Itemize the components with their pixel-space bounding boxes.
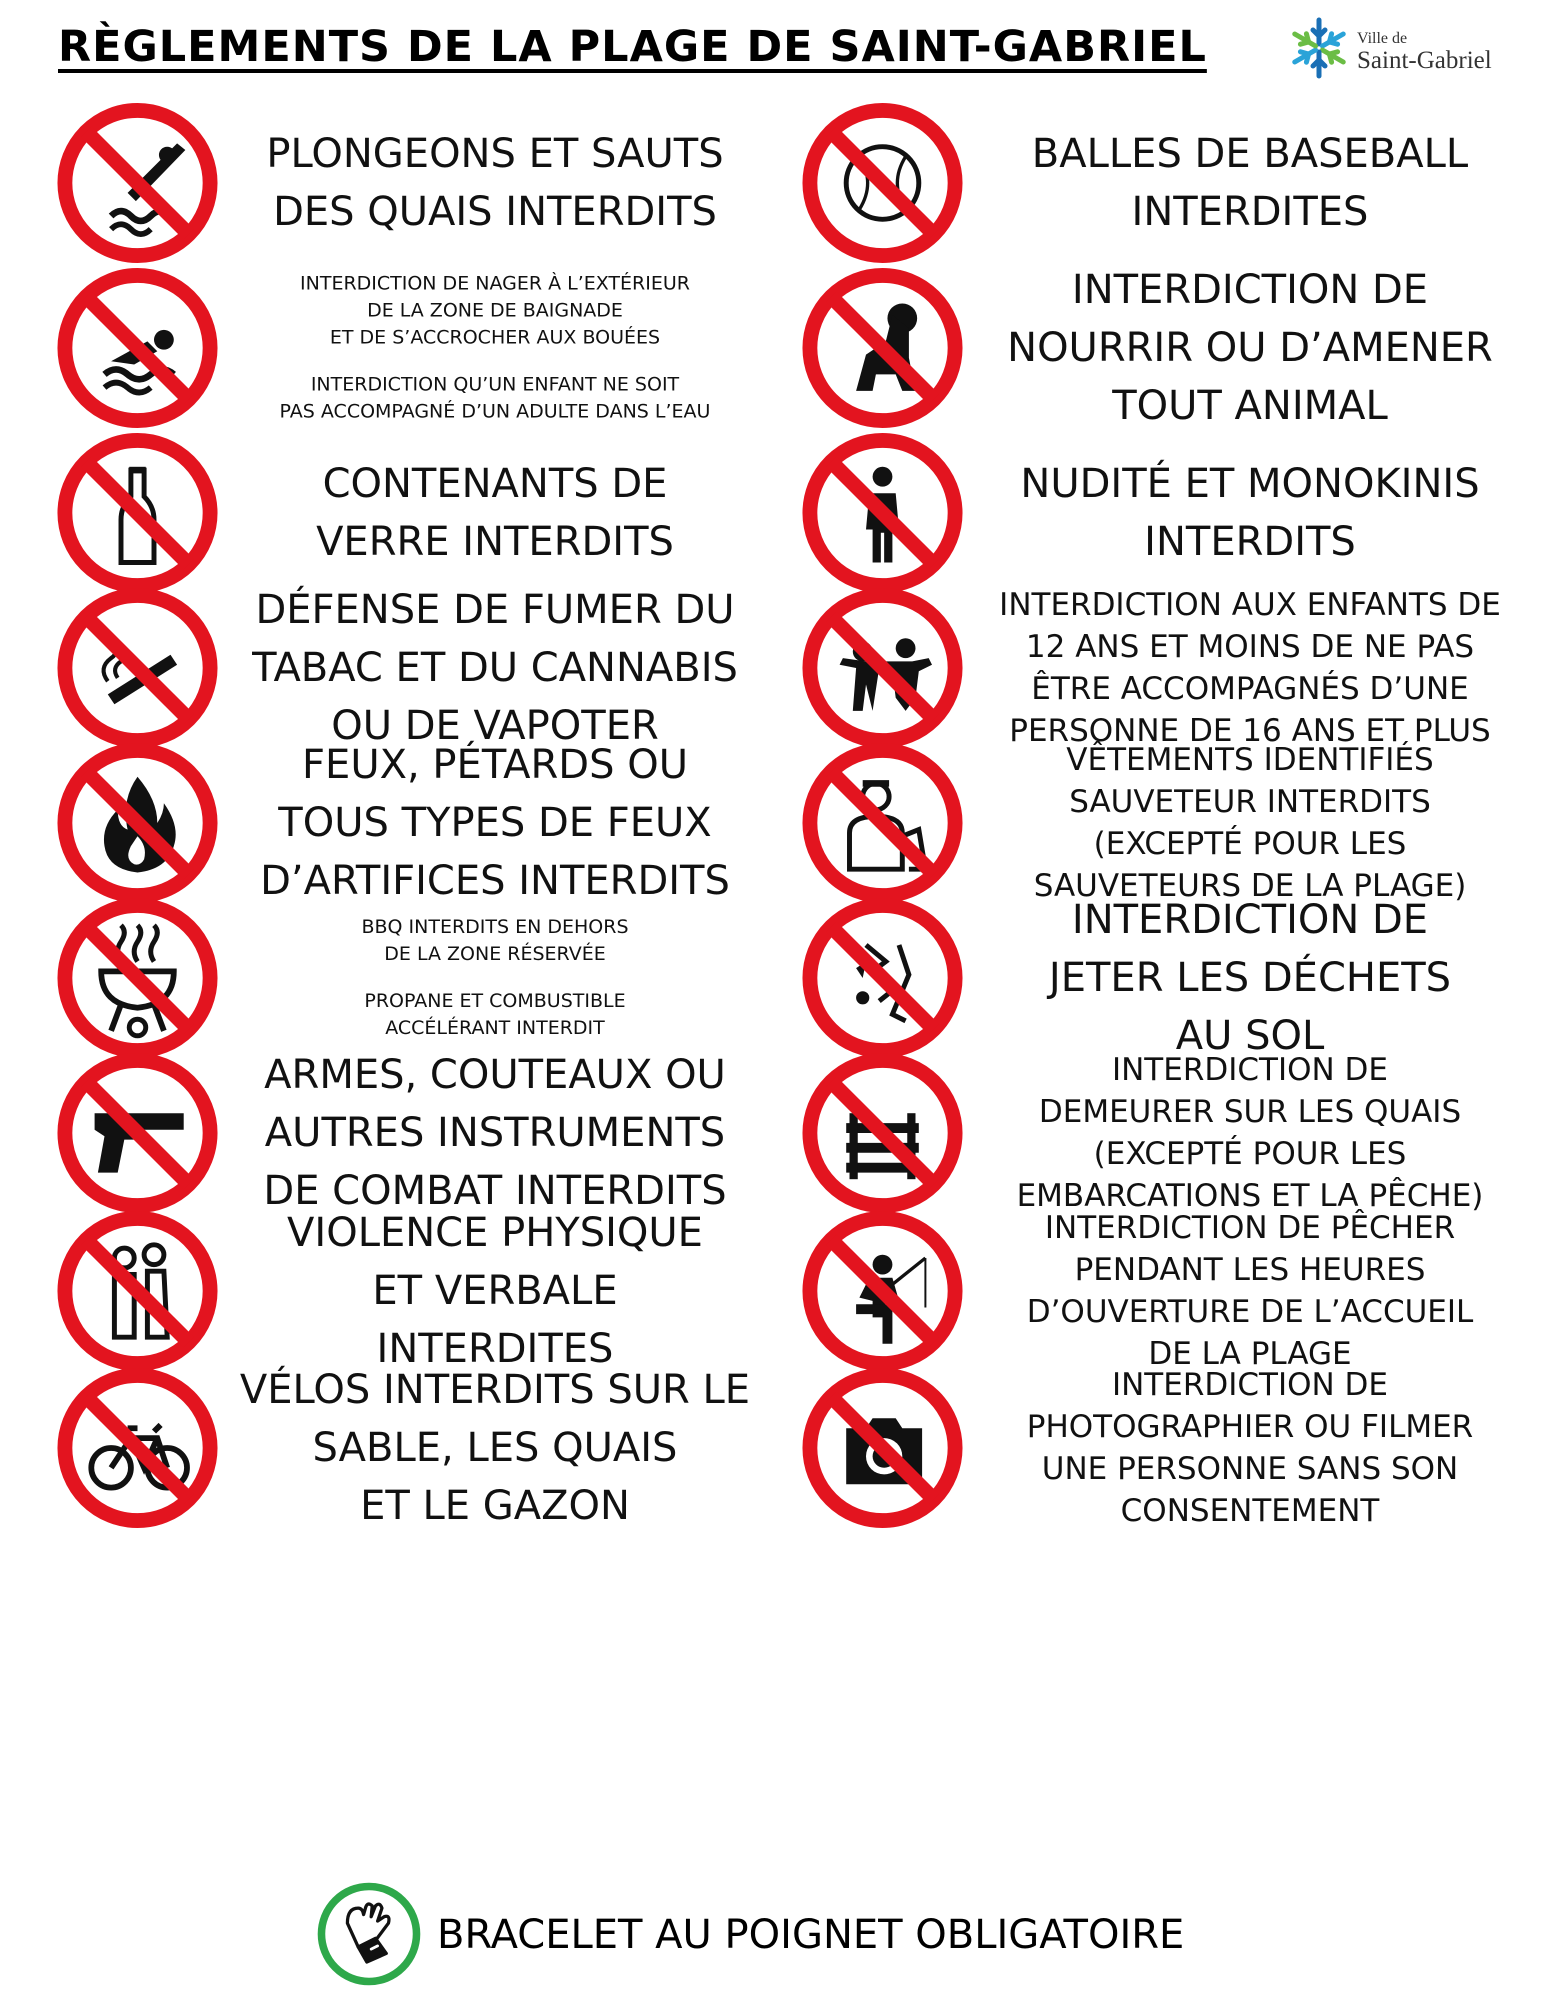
left-rule (55, 255, 755, 440)
prohibition-sign (800, 100, 965, 265)
rule-text-line: CONSENTEMENT (1120, 1492, 1380, 1529)
prohibition-sign (800, 1365, 965, 1530)
rule-text-line: NOURRIR OU D’AMENER (1007, 324, 1493, 371)
required-rule-label: BRACELET AU POIGNET OBLIGATOIRE (437, 1912, 1185, 1958)
prohibition-sign (55, 895, 220, 1060)
rule-text-line: JETER LES DÉCHETS (1048, 954, 1452, 1001)
header (0, 0, 1545, 95)
rule-text (980, 1207, 1520, 1375)
rule-text-line: PERSONNE DE 16 ANS ET PLUS (1009, 712, 1491, 749)
rule-text-line: DES QUAIS INTERDITS (273, 188, 717, 235)
rule-text-line: BBQ INTERDITS EN DEHORS (361, 915, 629, 938)
rule-text (980, 455, 1520, 571)
rule-text (980, 125, 1520, 241)
right-rule (800, 255, 1520, 440)
rule-text-line: OU DE VAPOTER (331, 702, 659, 749)
rule-text-line: DE COMBAT INTERDITS (263, 1167, 727, 1214)
rule-text (980, 584, 1520, 752)
prohibition-sign (55, 265, 220, 430)
rule-text-line: ACCÉLÉRANT INTERDIT (385, 1016, 605, 1039)
city-logo (1285, 14, 1525, 84)
right-rule (800, 90, 1520, 275)
rule-text-line: INTERDITS (1144, 518, 1356, 565)
rule-text-line: INTERDICTION DE (1071, 896, 1429, 943)
rule-text-line: INTERDITES (376, 1325, 614, 1372)
rule-text-line: (EXCEPTÉ POUR LES (1093, 825, 1407, 862)
rule-text-line: INTERDITES (1131, 188, 1369, 235)
right-rule (800, 1355, 1520, 1540)
prohibition-sign (800, 265, 965, 430)
rule-text-line: BALLES DE BASEBALL (1031, 130, 1469, 177)
left-rule (55, 90, 755, 275)
rule-text-line: INTERDICTION DE (1111, 1051, 1389, 1088)
rule-text-line: (EXCEPTÉ POUR LES (1093, 1135, 1407, 1172)
rule-text-line: INTERDICTION DE (1071, 266, 1429, 313)
rule-text-line: CONTENANTS DE (322, 460, 668, 507)
rule-text-line: DÉFENSE DE FUMER DU (255, 586, 735, 633)
rule-text-line: AUTRES INSTRUMENTS (264, 1109, 726, 1156)
rule-text-line: NUDITÉ ET MONOKINIS (1020, 460, 1480, 507)
prohibition-sign (800, 740, 965, 905)
left-rule (55, 1355, 755, 1540)
required-rule (315, 1880, 1245, 1990)
rule-text-line: SABLE, LES QUAIS (312, 1424, 678, 1471)
prohibition-sign (800, 430, 965, 595)
rule-text-line: ET VERBALE (372, 1267, 618, 1314)
prohibition-sign (800, 1208, 965, 1373)
required-sign (315, 1880, 423, 1988)
rule-text-line: DE LA PLAGE (1148, 1335, 1352, 1372)
line-gap (235, 968, 755, 988)
prohibition-sign (55, 1208, 220, 1373)
rule-text-line: DE LA ZONE DE BAIGNADE (367, 299, 623, 321)
line-gap (235, 351, 755, 371)
rule-text (235, 1046, 755, 1220)
rule-text-line: PROPANE ET COMBUSTIBLE (364, 989, 626, 1012)
rule-text (980, 739, 1520, 907)
rule-text (980, 1049, 1520, 1217)
prohibition-sign (55, 430, 220, 595)
rule-text-line: TABAC ET DU CANNABIS (252, 644, 738, 691)
rule-text-line: ET LE GAZON (360, 1482, 630, 1529)
rule-text-line: DE LA ZONE RÉSERVÉE (384, 942, 606, 965)
prohibition-sign (55, 1365, 220, 1530)
rule-text-line: FEUX, PÉTARDS OU (302, 741, 688, 788)
rule-text-line: INTERDICTION DE NAGER À L’EXTÉRIEUR (300, 272, 690, 294)
rule-text-line: VÉLOS INTERDITS SUR LE (239, 1366, 751, 1413)
logo-line-1: Ville de (1357, 30, 1408, 47)
rule-text (235, 455, 755, 571)
rule-text-line: VÊTEMENTS IDENTIFIÉS (1066, 741, 1434, 778)
rule-text-line: SAUVETEURS DE LA PLAGE) (1033, 867, 1467, 904)
rule-text-line: PENDANT LES HEURES (1074, 1251, 1426, 1288)
rule-text-line: UNE PERSONNE SANS SON (1041, 1450, 1459, 1487)
rule-text (235, 914, 755, 1042)
page-title: RÈGLEMENTS DE LA PLAGE DE SAINT-GABRIEL (58, 22, 1207, 72)
rule-text-line: INTERDICTION AUX ENFANTS DE (999, 586, 1501, 623)
rule-text-line: 12 ANS ET MOINS DE NE PAS (1025, 628, 1475, 665)
rule-text-line: VIOLENCE PHYSIQUE (287, 1209, 703, 1256)
rule-text-line: ARMES, COUTEAUX OU (264, 1051, 726, 1098)
rule-text-line: INTERDICTION DE PÊCHER (1044, 1209, 1456, 1246)
rule-text (235, 736, 755, 910)
rule-text (980, 1364, 1520, 1532)
rule-text-line: EMBARCATIONS ET LA PÊCHE) (1016, 1177, 1484, 1214)
prohibition-sign (55, 740, 220, 905)
rule-text (980, 891, 1520, 1065)
snowflake-logo-icon (1285, 14, 1353, 82)
prohibition-sign (55, 585, 220, 750)
prohibition-sign (800, 1050, 965, 1215)
rule-text-line: INTERDICTION QU’UN ENFANT NE SOIT (310, 373, 680, 395)
rule-text-line: D’ARTIFICES INTERDITS (260, 857, 730, 904)
rule-text-line: INTERDICTION DE (1111, 1366, 1389, 1403)
rule-text-line: D’OUVERTURE DE L’ACCUEIL (1026, 1293, 1474, 1330)
rule-text (235, 125, 755, 241)
rule-text (235, 1204, 755, 1378)
logo-line-2: Saint-Gabriel (1357, 47, 1492, 74)
rule-text-line: TOUT ANIMAL (1112, 382, 1388, 429)
rule-text-line: ÊTRE ACCOMPAGNÉS D’UNE (1031, 670, 1469, 707)
rule-text-line: PLONGEONS ET SAUTS (266, 130, 724, 177)
rule-text-line: TOUS TYPES DE FEUX (278, 799, 712, 846)
rule-text-line: AU SOL (1175, 1012, 1325, 1059)
prohibition-sign (55, 100, 220, 265)
rule-text-line: VERRE INTERDITS (316, 518, 674, 565)
rule-text-line: PHOTOGRAPHIER OU FILMER (1026, 1408, 1474, 1445)
rule-text (235, 1361, 755, 1535)
rule-text (980, 261, 1520, 435)
rule-text (235, 581, 755, 755)
rule-text-line: SAUVETEUR INTERDITS (1069, 783, 1431, 820)
rule-text (235, 270, 755, 425)
prohibition-sign (800, 895, 965, 1060)
prohibition-sign (800, 585, 965, 750)
prohibition-sign (55, 1050, 220, 1215)
rule-text-line: PAS ACCOMPAGNÉ D’UN ADULTE DANS L’EAU (279, 400, 711, 422)
rule-text-line: ET DE S’ACCROCHER AUX BOUÉES (329, 326, 661, 348)
rule-text-line: DEMEURER SUR LES QUAIS (1038, 1093, 1462, 1130)
